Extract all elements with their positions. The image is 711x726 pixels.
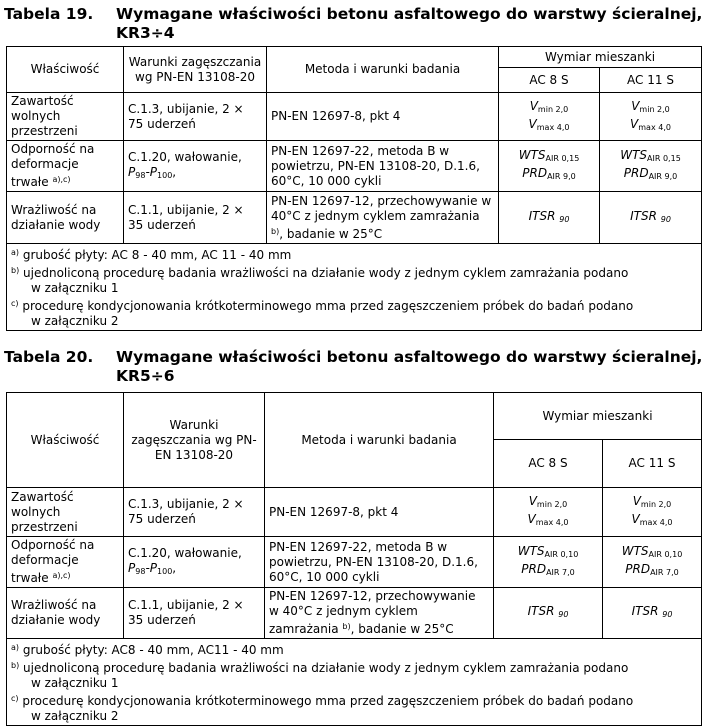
table-row [7,141,702,192]
cell-property: Wrażliwość na działanie wody [7,588,124,639]
cell-conditions: C.1.20, wałowanie, $P_{98}-P_{100}$, [124,537,265,588]
cell-value-ac8s: $WTS_{AIR 0,10}$ $PRD_{AIR 7,0}$ [494,537,603,588]
cell-property: Odporność na deformacje trwałe $^{a),c)}$ [7,537,124,588]
table-row [7,192,702,244]
table-notes-row [7,244,702,331]
cell-conditions: C.1.3, ubijanie, 2 × 75 uderzeń [124,488,265,537]
footnote: $^{b)}$ ujednoliconą procedurę badania wrażliwości na działanie wody z jednym cyklem zamrażania podano w załączniku 1 [11,266,629,295]
cell-value-ac8s: $V_{min 2,0}$ $V_{max 4,0}$ [494,488,603,537]
cell-method: PN-EN 12697-8, pkt 4 [267,93,499,141]
table-19 [6,46,702,331]
cell-value-ac8s: $WTS_{AIR 0,15}$ $PRD_{AIR 9,0}$ [499,141,600,192]
cell-method: PN-EN 12697-22, metoda B w powietrzu, PN-EN 13108-20, D.1.6, 60°C, 10 000 cykli [265,537,494,588]
cell-value-ac8s: ITSR $_{90}$ [499,192,600,244]
header-method: Metoda i warunki badania [265,393,494,488]
footnote: $^{c)}$ procedurę kondycjonowania krótkoterminowego mma przed zagęszczeniem próbek do badań podano w załączniku 2 [11,299,634,328]
cell-value-ac8s: ITSR $_{90}$ [494,588,603,639]
header-mix-size: Wymiar mieszanki [494,393,702,440]
cell-conditions: C.1.3, ubijanie, 2 × 75 uderzeń [124,93,267,141]
footnote: $^{a)}$ grubość płyty: AC 8 - 40 mm, AC 11 - 40 mm [11,248,292,262]
table-20-number: Tabela 20. [4,348,94,366]
cell-value-ac11s: $WTS_{AIR 0,15}$ $PRD_{AIR 9,0}$ [600,141,702,192]
cell-value-ac11s: ITSR $_{90}$ [603,588,702,639]
header-method: Metoda i warunki badania [267,47,499,93]
cell-value-ac11s: ITSR $_{90}$ [600,192,702,244]
table-19-title: Wymagane właściwości betonu asfaltowego do warstwy ścieralnej, KR3÷4 [116,5,703,42]
footnote: $^{a)}$ grubość płyty: AC8 - 40 mm, AC11 - 40 mm [11,643,284,657]
header-property: Właściwość [7,393,124,488]
cell-value-ac11s: $V_{min 2,0}$ $V_{max 4,0}$ [600,93,702,141]
cell-value-ac11s: $V_{min 2,0}$ $V_{max 4,0}$ [603,488,702,537]
header-ac11s: AC 11 S [603,440,702,488]
header-ac8s: AC 8 S [494,440,603,488]
table-notes [7,639,702,726]
cell-property: Zawartość wolnych przestrzeni [7,488,124,537]
cell-method: PN-EN 12697-22, metoda B w powietrzu, PN-EN 13108-20, D.1.6, 60°C, 10 000 cykli [267,141,499,192]
table-20 [6,392,702,726]
table-row [7,537,702,588]
header-conditions: Warunki zagęszczania wg PN-EN 13108-20 [124,393,265,488]
cell-conditions: C.1.20, wałowanie, $P_{98}-P_{100}$, [124,141,267,192]
cell-value-ac11s: $WTS_{AIR 0,10}$ $PRD_{AIR 7,0}$ [603,537,702,588]
cell-property: Odporność na deformacje trwałe $^{a),c)}$ [7,141,124,192]
table-notes [7,244,702,331]
cell-conditions: C.1.1, ubijanie, 2 × 35 uderzeń [124,192,267,244]
header-conditions: Warunki zagęszczania wg PN-EN 13108-20 [124,47,267,93]
header-ac11s: AC 11 S [600,68,702,93]
table-20-title: Wymagane właściwości betonu asfaltowego do warstwy ścieralnej, KR5÷6 [116,348,703,385]
table-row [7,93,702,141]
table-19-number: Tabela 19. [4,5,94,23]
cell-property: Wrażliwość na działanie wody [7,192,124,244]
cell-method: PN-EN 12697-12, przechowywanie w 40°C z jednym cyklem zamrażania $^{b)}$, badanie w 25°C [265,588,494,639]
cell-method: PN-EN 12697-8, pkt 4 [265,488,494,537]
table-notes-row [7,639,702,726]
cell-method: PN-EN 12697-12, przechowywanie w 40°C z jednym cyklem zamrażania $^{b)}$, badanie w 25°C [267,192,499,244]
table-row [7,488,702,537]
header-property: Właściwość [7,47,124,93]
table-row [7,588,702,639]
header-ac8s: AC 8 S [499,68,600,93]
cell-property: Zawartość wolnych przestrzeni [7,93,124,141]
cell-value-ac8s: $V_{min 2,0}$ $V_{max 4,0}$ [499,93,600,141]
footnote: $^{c)}$ procedurę kondycjonowania krótkoterminowego mma przed zagęszczeniem próbek do badań podano w załączniku 2 [11,694,634,723]
cell-conditions: C.1.1, ubijanie, 2 × 35 uderzeń [124,588,265,639]
header-mix-size: Wymiar mieszanki [499,47,702,68]
footnote: $^{b)}$ ujednoliconą procedurę badania wrażliwości na działanie wody z jednym cyklem zamrażania podano w załączniku 1 [11,661,629,690]
